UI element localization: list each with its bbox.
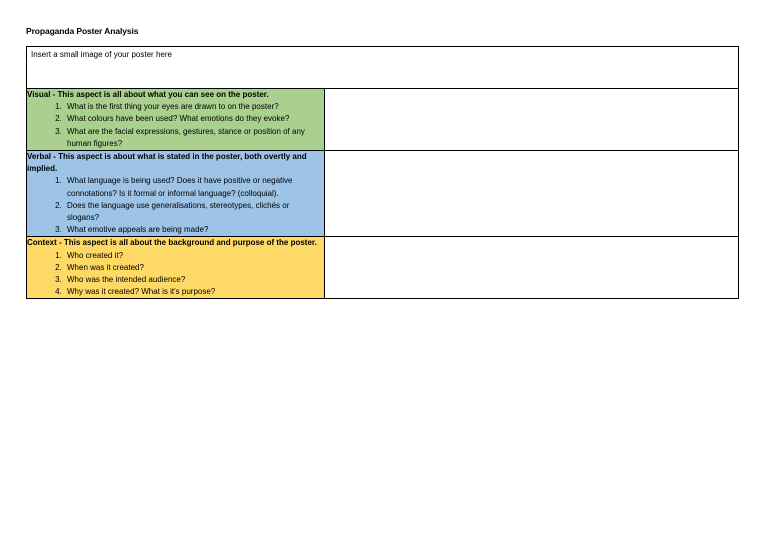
image-row	[27, 47, 739, 89]
document-title: Propaganda Poster Analysis	[26, 26, 139, 36]
context-heading: Context - This aspect is all about the background and purpose of the poster.	[27, 238, 317, 248]
list-item: 2. Does the language use generalisations, stereotypes, clichés or slogans?	[64, 200, 320, 224]
list-item: 3. What are the facial expressions, gestures, stance or position of any human figures?	[64, 126, 320, 150]
verbal-prompt-cell	[27, 151, 325, 237]
context-response-cell[interactable]	[325, 237, 739, 299]
list-item: 3. Who was the intended audience?	[64, 274, 320, 286]
verbal-heading: Verbal - This aspect is about what is stated in the poster, both overtly and implied.	[27, 152, 307, 174]
verbal-row	[27, 151, 739, 237]
poster-image-cell[interactable]	[27, 47, 739, 89]
visual-prompt-cell	[27, 89, 325, 151]
visual-heading: Visual - This aspect is all about what you can see on the poster.	[27, 90, 269, 99]
visual-row	[27, 89, 739, 151]
context-prompt-cell	[27, 237, 325, 299]
list-item: 2. What colours have been used? What emotions do they evoke?	[64, 113, 320, 125]
analysis-table	[26, 46, 739, 299]
list-item: 3. What emotive appeals are being made?	[64, 224, 320, 236]
list-item: 1. What language is being used? Does it have positive or negative connotations? Is it formal or informal language? (colloquial).	[64, 175, 320, 199]
context-row	[27, 237, 739, 299]
visual-question-list	[27, 101, 324, 150]
verbal-question-list	[27, 175, 324, 236]
verbal-response-cell[interactable]	[325, 151, 739, 237]
image-instruction: Insert a small image of your poster here	[31, 50, 172, 59]
context-question-list	[27, 250, 324, 299]
list-item: 1. Who created it?	[64, 250, 320, 262]
list-item: 4. Why was it created? What is it's purpose?	[64, 286, 320, 298]
list-item: 2. When was it created?	[64, 262, 320, 274]
list-item: 1. What is the first thing your eyes are drawn to on the poster?	[64, 101, 320, 113]
visual-response-cell[interactable]	[325, 89, 739, 151]
